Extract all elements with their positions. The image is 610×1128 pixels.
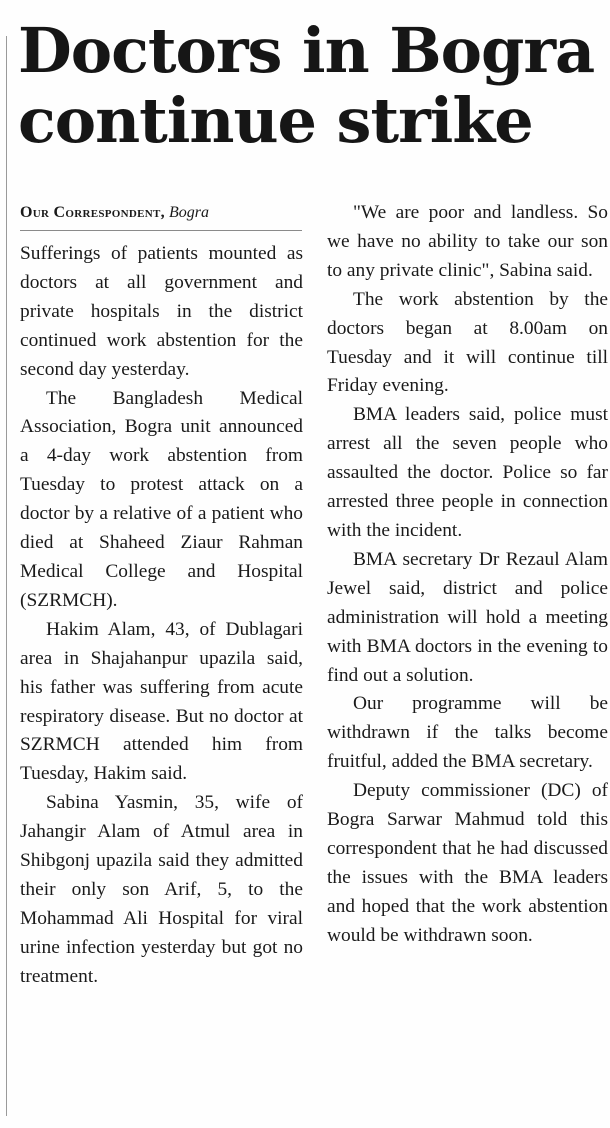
- article-paragraph: The work abstention by the doctors began at 8.00am on Tuesday and it will continue till Friday evening.: [327, 288, 608, 397]
- article-paragraph: Deputy commissioner (DC) of Bogra Sarwar Mahmud told this correspondent that he had discussed the issues with the BMA leaders and hoped that the work abstention would be withdrawn soon.: [327, 780, 608, 946]
- byline: [20, 202, 302, 224]
- headline: [18, 16, 608, 156]
- byline-correspondent: Our Correspondent,: [20, 204, 165, 221]
- article-paragraph: The Bangladesh Medical Association, Bogra unit announced a 4-day work abstention from Tuesday to protest attack on a doctor by a relative of a patient who died at Shaheed Ziaur Rahman Medical College and Hospital (SZRMCH).: [20, 387, 303, 611]
- article-paragraph: "We are poor and landless. So we have no ability to take our son to any private clinic", Sabina said.: [327, 202, 608, 281]
- article-paragraph: Sufferings of patients mounted as doctors at all government and private hospitals in the district continued work abstention for the second day yesterday.: [20, 243, 303, 380]
- article-paragraph: Our programme will be withdrawn if the talks become fruitful, added the BMA secretary.: [327, 693, 608, 773]
- byline-location: Bogra: [168, 204, 209, 221]
- article-paragraph: BMA leaders said, police must arrest all the seven people who assaulted the doctor. Police so far arrested three people in connection with the incident.: [327, 404, 608, 541]
- column-rule: [6, 36, 7, 1116]
- headline-line-2: continue strike: [18, 84, 533, 157]
- byline-divider: [20, 230, 302, 231]
- article-paragraph: Sabina Yasmin, 35, wife of Jahangir Alam of Atmul area in Shibgonj upazila said they admitted their only son Arif, 5, to the Mohammad Ali Hospital for viral urine infection yesterday but got no treatment.: [20, 792, 303, 987]
- article-paragraph: Hakim Alam, 43, of Dublagari area in Shajahanpur upazila said, his father was suffering from acute respiratory disease. But no doctor at SZRMCH attended him from Tuesday, Hakim said.: [20, 618, 303, 785]
- headline-line-1: Doctors in Bogra: [18, 14, 595, 87]
- article-column-right: [327, 199, 608, 951]
- article-paragraph: BMA secretary Dr Rezaul Alam Jewel said, district and police administration will hold a meeting with BMA doctors in the evening to find out a solution.: [327, 548, 608, 686]
- article-column-left: [20, 240, 303, 992]
